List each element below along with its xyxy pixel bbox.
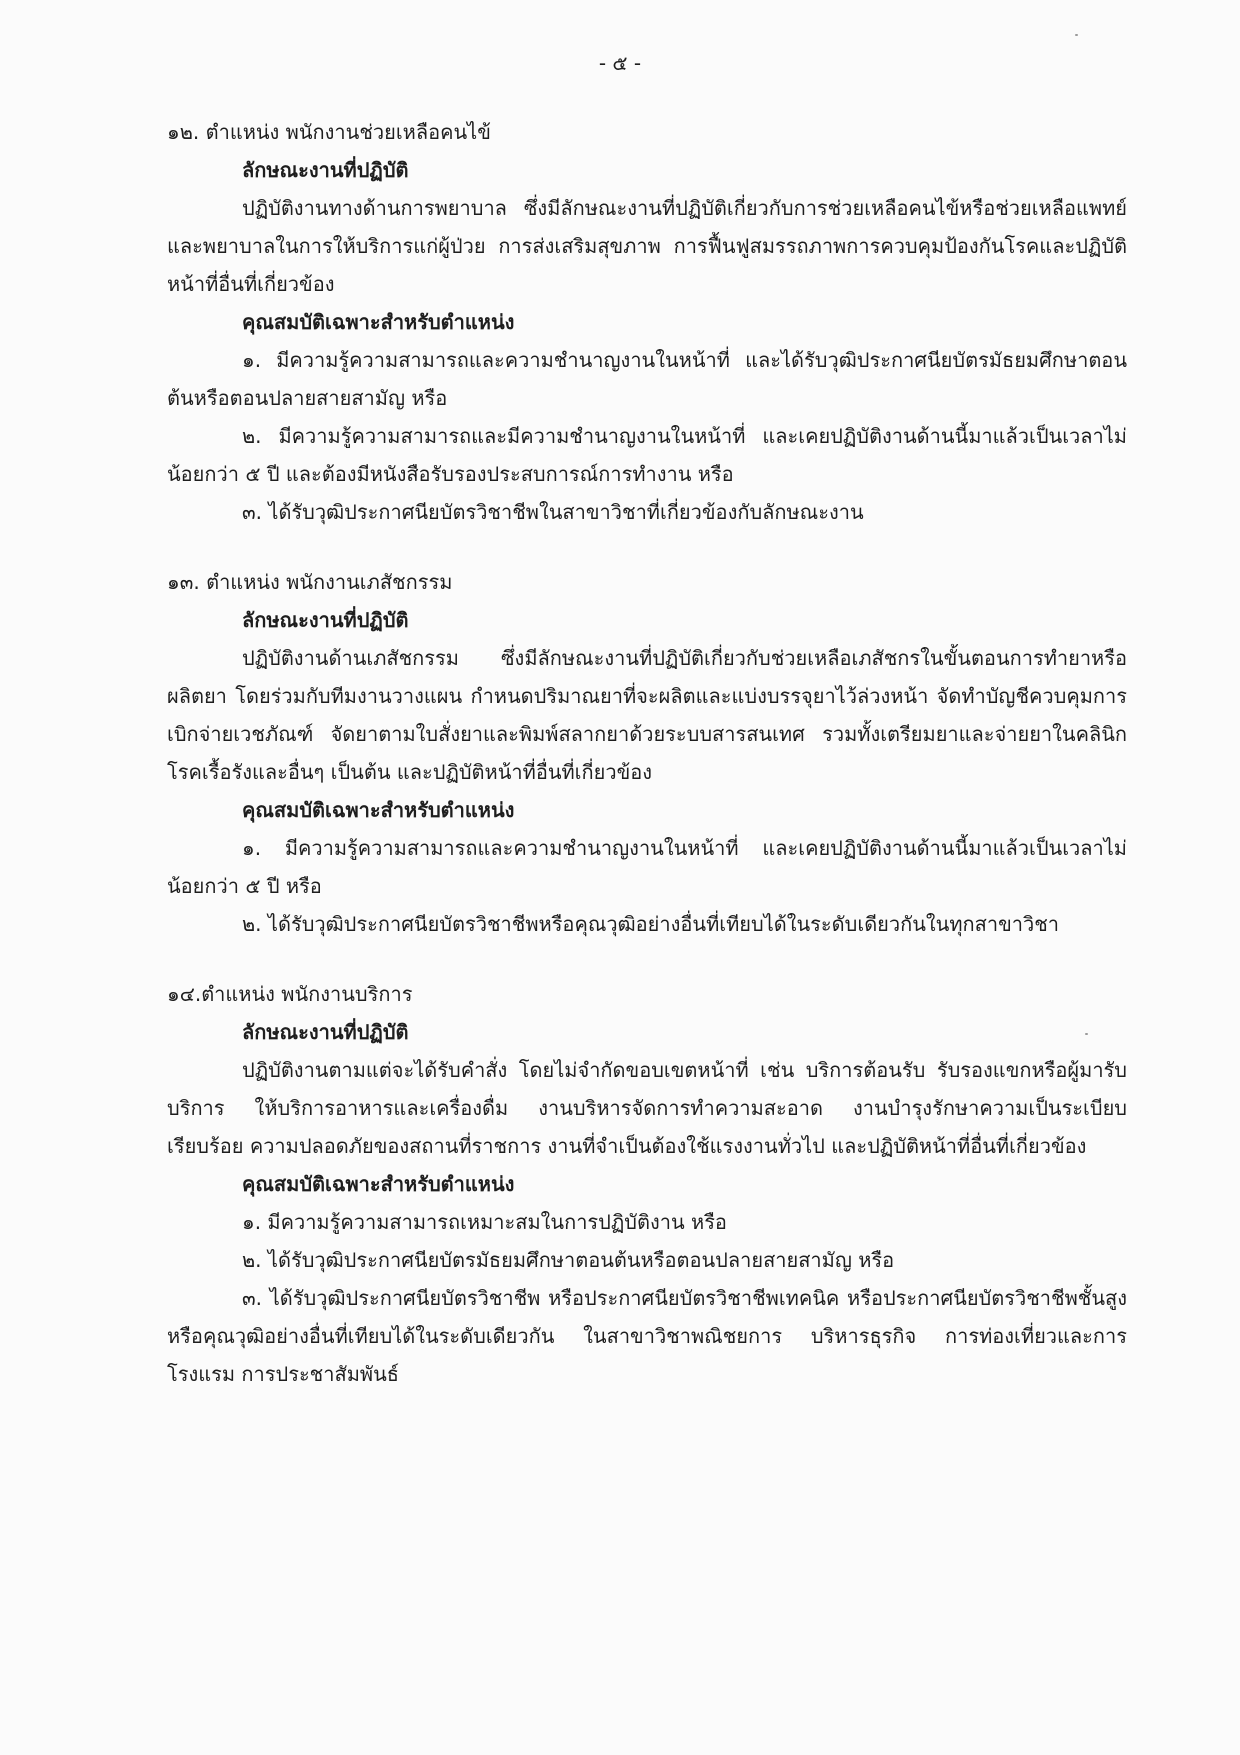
position-section-14 [167,975,1127,1393]
qualification-label: คุณสมบัติเฉพาะสำหรับตำแหน่ง [242,798,515,822]
duty-label: ลักษณะงานที่ปฏิบัติ [242,1020,409,1044]
qualification-item: ๑. มีความรู้ความสามารถและความชำนาญงานในหน้าที่ และเคยปฏิบัติงานด้านนี้มาแล้วเป็นเวลาไม่น้อยกว่า ๕ ปี หรือ [167,836,1127,898]
page-number: - ๕ - [598,51,642,75]
qualification-item: ๑. มีความรู้ความสามารถเหมาะสมในการปฏิบัติงาน หรือ [242,1210,727,1234]
document-body [167,113,1127,1393]
qualification-item: ๑. มีความรู้ความสามารถและความชำนาญงานในหน้าที่ และได้รับวุฒิประกาศนียบัตรมัธยมศึกษาตอนต้นหรือตอนปลายสายสามัญ หรือ [167,348,1127,410]
qualification-item: ๒. มีความรู้ความสามารถและมีความชำนาญงานในหน้าที่ และเคยปฏิบัติงานด้านนี้มาแล้วเป็นเวลาไม่น้อยกว่า ๕ ปี และต้องมีหนังสือรับรองประสบการณ์การทำงาน หรือ [167,424,1127,486]
position-section-13 [167,563,1127,943]
duty-label: ลักษณะงานที่ปฏิบัติ [242,608,409,632]
qualification-item: ๓. ได้รับวุฒิประกาศนียบัตรวิชาชีพในสาขาวิชาที่เกี่ยวข้องกับลักษณะงาน [242,500,864,524]
duty-description: ปฏิบัติงานทางด้านการพยาบาล ซึ่งมีลักษณะงานที่ปฏิบัติเกี่ยวกับการช่วยเหลือคนไข้หรือช่วยเหลือแพทย์และพยาบาลในการให้บริการแก่ผู้ป่วย การส่งเสริมสุขภาพ การฟื้นฟูสมรรถภาพการควบคุมป้องกันโรคและปฏิบัติหน้าที่อื่นที่เกี่ยวข้อง [167,196,1127,296]
scan-speck [1075,34,1078,36]
position-section-12 [167,113,1127,531]
duty-description: ปฏิบัติงานด้านเภสัชกรรม ซึ่งมีลักษณะงานที่ปฏิบัติเกี่ยวกับช่วยเหลือเภสัชกรในขั้นตอนการทำยาหรือผลิตยา โดยร่วมกับทีมงานวางแผน กำหนดปริมาณยาที่จะผลิตและแบ่งบรรจุยาไว้ล่วงหน้า จัดทำบัญชีควบคุมการเบิกจ่ายเวชภัณฑ์ จัดยาตามใบสั่งยาและพิมพ์สลากยาด้วยระบบสารสนเทศ รวมทั้งเตรียมยาและจ่ายยาในคลินิกโรคเรื้อรังและอื่นๆ เป็นต้น และปฏิบัติหน้าที่อื่นที่เกี่ยวข้อง [167,646,1127,784]
position-heading: ๑๓. ตำแหน่ง พนักงานเภสัชกรรม [167,570,453,594]
position-heading: ๑๔.ตำแหน่ง พนักงานบริการ [167,982,413,1006]
qualification-item: ๒. ได้รับวุฒิประกาศนียบัตรมัธยมศึกษาตอนต้นหรือตอนปลายสายสามัญ หรือ [242,1248,895,1272]
qualification-item: ๒. ได้รับวุฒิประกาศนียบัตรวิชาชีพหรือคุณวุฒิอย่างอื่นที่เทียบได้ในระดับเดียวกันในทุกสาขาวิชา [242,912,1060,936]
qualification-label: คุณสมบัติเฉพาะสำหรับตำแหน่ง [242,1172,515,1196]
qualification-label: คุณสมบัติเฉพาะสำหรับตำแหน่ง [242,310,515,334]
qualification-item: ๓. ได้รับวุฒิประกาศนียบัตรวิชาชีพ หรือประกาศนียบัตรวิชาชีพเทคนิค หรือประกาศนียบัตรวิชาชีพชั้นสูง หรือคุณวุฒิอย่างอื่นที่เทียบได้ในระดับเดียวกัน ในสาขาวิชาพณิชยการ บริหารธุรกิจ การท่องเที่ยวและการโรงแรม การประชาสัมพันธ์ [167,1286,1127,1386]
position-heading: ๑๒. ตำแหน่ง พนักงานช่วยเหลือคนไข้ [167,120,491,144]
duty-description: ปฏิบัติงานตามแต่จะได้รับคำสั่ง โดยไม่จำกัดขอบเขตหน้าที่ เช่น บริการต้อนรับ รับรองแขกหรือผู้มารับบริการ ให้บริการอาหารและเครื่องดื่ม งานบริหารจัดการทำความสะอาด งานบำรุงรักษาความเป็นระเบียบเรียบร้อย ความปลอดภัยของสถานที่ราชการ งานที่จำเป็นต้องใช้แรงงานทั่วไป และปฏิบัติหน้าที่อื่นที่เกี่ยวข้อง [167,1058,1127,1158]
duty-label: ลักษณะงานที่ปฏิบัติ [242,158,409,182]
